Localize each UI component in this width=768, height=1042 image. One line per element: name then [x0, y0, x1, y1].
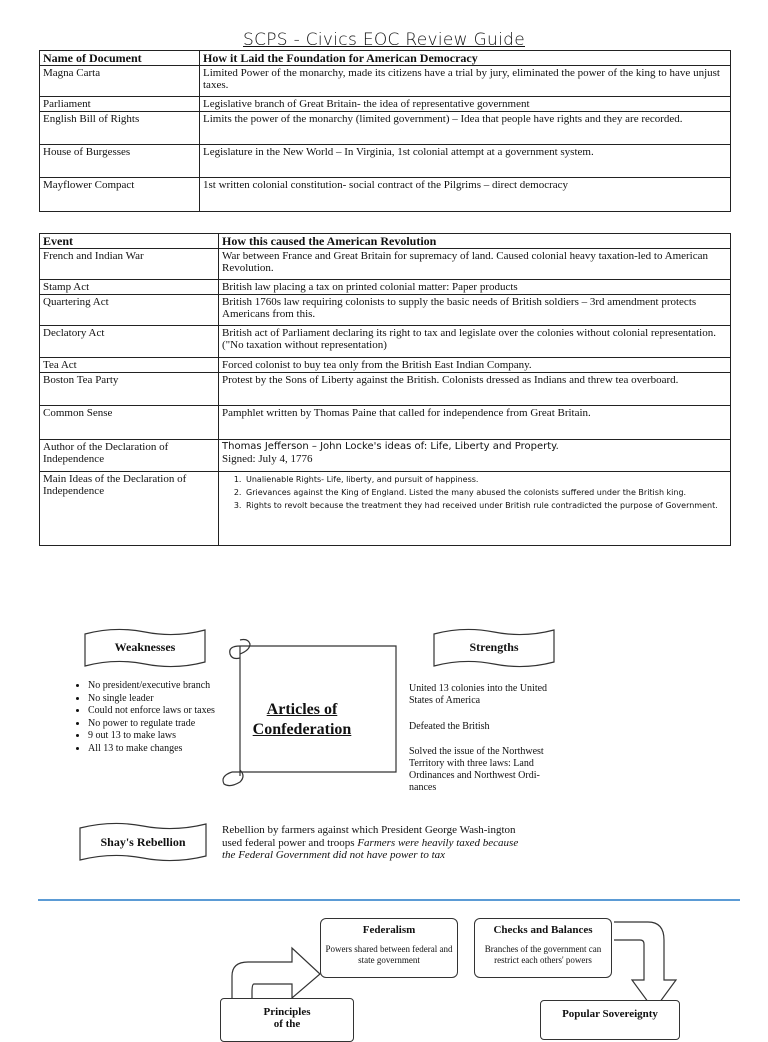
- signed-line: Signed: July 4, 1776: [222, 453, 313, 465]
- table-row: [40, 112, 731, 145]
- strength-item: Solved the issue of the Northwest Territory with three laws: Land Ordinances and Northwest Ordi-nances: [409, 746, 544, 793]
- table-row: [40, 440, 731, 472]
- list-item: 1. Unalienable Rights- Life, liberty, and pursuit of happiness.: [244, 473, 727, 486]
- weaknesses-label: Weaknesses: [114, 640, 176, 654]
- event-name: Boston Tea Party: [40, 373, 219, 406]
- event-description: British law placing a tax on printed colonial matter: Paper products: [219, 280, 731, 295]
- document-description: Legislature in the New World – In Virginia, 1st colonial attempt at a government system.: [200, 145, 731, 178]
- table-row: [40, 358, 731, 373]
- document-description: Limits the power of the monarchy (limited government) – Idea that people have rights and they are recorded.: [200, 112, 731, 145]
- event-description: British 1760s law requiring colonists to supply the basic needs of British soldiers – 3rd amendment protects Americans from this.: [219, 295, 731, 326]
- list-item: • All 13 to make changes: [88, 743, 218, 756]
- articles-title-line: Articles of: [266, 701, 338, 718]
- table-row: [40, 326, 731, 358]
- table-row: [40, 472, 731, 546]
- event-description: Forced colonist to buy tea only from the British East Indian Company.: [219, 358, 731, 373]
- weaknesses-list: [74, 680, 218, 755]
- list-item: • 9 out 13 to make laws: [88, 730, 218, 743]
- list-item: • Could not enforce laws or taxes: [88, 705, 218, 718]
- table-row: [40, 280, 731, 295]
- document-description: 1st written colonial constitution- social contract of the Pilgrims – direct democracy: [200, 178, 731, 212]
- table-row: [40, 249, 731, 280]
- list-item: • No power to regulate trade: [88, 718, 218, 731]
- table-row: [40, 145, 731, 178]
- event-name: Main Ideas of the Declaration of Independence: [40, 472, 219, 546]
- checks-title: Checks and Balances: [493, 924, 593, 936]
- list-item: 2. Grievances against the King of England. Listed the many abused the colonists suffered under the British king.: [244, 486, 727, 499]
- page-title: SCPS - Civics EOC Review Guide: [242, 30, 525, 50]
- section-divider: [38, 899, 740, 901]
- column-header: Name of Document: [40, 51, 200, 66]
- document-description: Legislative branch of Great Britain- the idea of representative government: [200, 97, 731, 112]
- event-name: Common Sense: [40, 406, 219, 440]
- federalism-description: Powers shared between federal and state government: [325, 944, 453, 965]
- shays-label: Shay's Rebellion: [100, 835, 186, 849]
- principles-sub: of the: [273, 1018, 301, 1030]
- table-row: [40, 66, 731, 97]
- document-name: Parliament: [40, 97, 200, 112]
- federalism-box: [320, 918, 458, 978]
- table-row: [40, 295, 731, 326]
- shays-text: Rebellion by farmers against which President George Wash-ington used federal power and troops: [222, 824, 516, 849]
- event-name: Stamp Act: [40, 280, 219, 295]
- main-ideas-list: [222, 473, 727, 512]
- document-name: English Bill of Rights: [40, 112, 200, 145]
- event-description: British act of Parliament declaring its right to tax and legislate over the colonies without colonial representation. ("No taxation without representation): [219, 326, 731, 358]
- event-description: Protest by the Sons of Liberty against the British. Colonists dressed as Indians and threw tea overboard.: [219, 373, 731, 406]
- event-name: Declatory Act: [40, 326, 219, 358]
- documents-table: [39, 50, 731, 212]
- list-item: • No president/executive branch: [88, 680, 218, 693]
- strength-item: United 13 colonies into the United States of America: [409, 683, 548, 706]
- strength-item: Defeated the British: [409, 721, 490, 732]
- checks-description: Branches of the government can restrict each others' powers: [484, 944, 602, 965]
- event-name: Author of the Declaration of Independence: [40, 440, 219, 472]
- articles-title: [232, 700, 372, 740]
- document-name: Magna Carta: [40, 66, 200, 97]
- table-header-row: [40, 234, 731, 249]
- author-line: Thomas Jefferson – John Locke's ideas of: Life, Liberty and Property.: [222, 441, 559, 452]
- column-header: How it Laid the Foundation for American Democracy: [200, 51, 731, 66]
- event-description: [219, 440, 731, 472]
- strengths-label: Strengths: [469, 640, 519, 654]
- popular-sovereignty-box: [540, 1000, 680, 1040]
- shays-description: [222, 824, 522, 862]
- table-row: [40, 373, 731, 406]
- weaknesses-banner: [83, 624, 207, 672]
- column-header: How this caused the American Revolution: [219, 234, 731, 249]
- column-header: Event: [40, 234, 219, 249]
- shays-italic: Farmers were heavily taxed because the Federal Government did not have power to tax: [222, 836, 519, 861]
- checks-box: [474, 918, 612, 978]
- document-description: Limited Power of the monarchy, made its citizens have a trial by jury, eliminated the power of the king to have unjust taxes.: [200, 66, 731, 97]
- principles-label: Principles: [263, 1006, 311, 1018]
- strengths-banner: [432, 624, 556, 672]
- document-name: House of Burgesses: [40, 145, 200, 178]
- event-description: [219, 472, 731, 546]
- events-table: [39, 233, 731, 546]
- event-description: Pamphlet written by Thomas Paine that called for independence from Great Britain.: [219, 406, 731, 440]
- table-row: [40, 406, 731, 440]
- popular-label: Popular Sovereignty: [562, 1008, 658, 1020]
- list-item: • No single leader: [88, 693, 218, 706]
- document-name: Mayflower Compact: [40, 178, 200, 212]
- federalism-title: Federalism: [362, 924, 416, 936]
- table-row: [40, 97, 731, 112]
- list-item: 3. Rights to revolt because the treatment they had received under British rule contradicted the purpose of Government.: [244, 499, 727, 512]
- table-header-row: [40, 51, 731, 66]
- event-name: Tea Act: [40, 358, 219, 373]
- shays-banner: [78, 818, 208, 866]
- table-row: [40, 178, 731, 212]
- event-name: French and Indian War: [40, 249, 219, 280]
- articles-title-line: Confederation: [252, 721, 352, 738]
- event-description: War between France and Great Britain for supremacy of land. Caused colonial heavy taxation-led to American Revolution.: [219, 249, 731, 280]
- event-name: Quartering Act: [40, 295, 219, 326]
- principles-box: [220, 998, 354, 1042]
